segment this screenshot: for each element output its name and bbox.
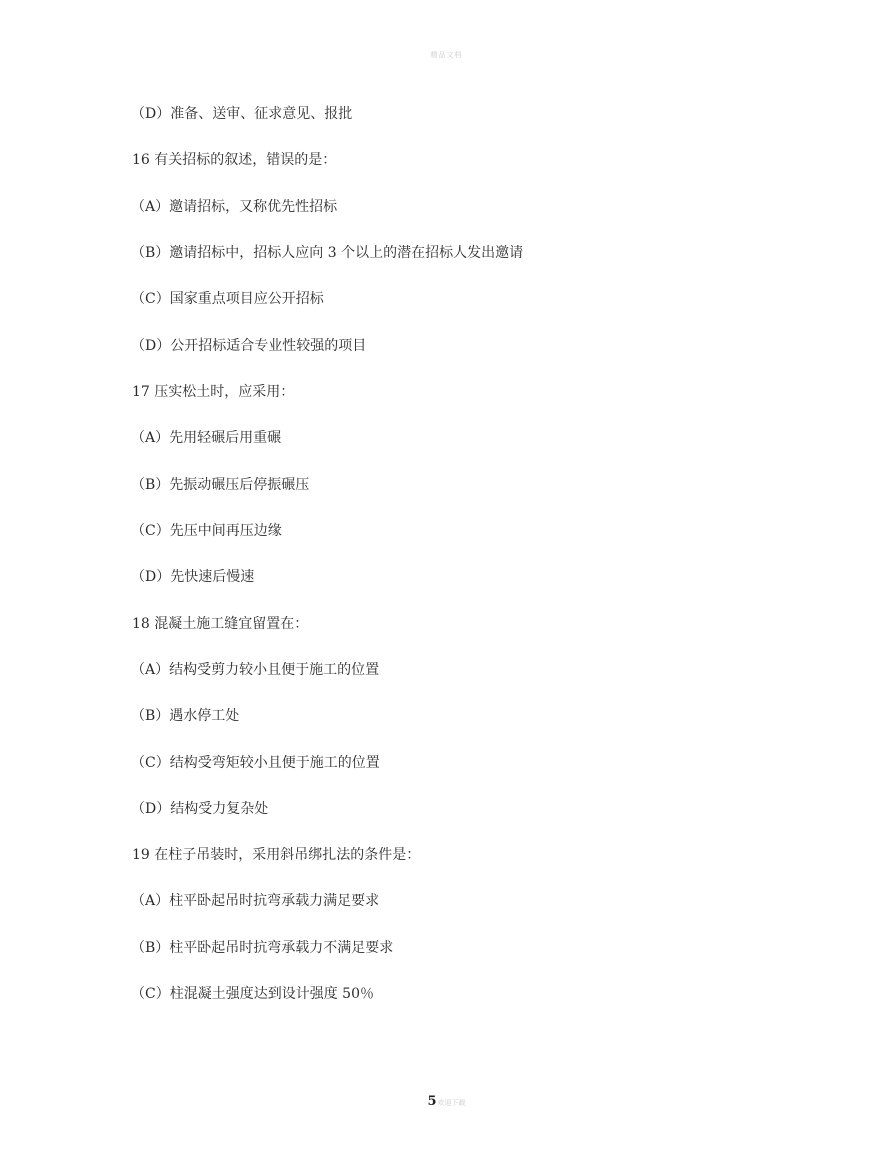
option-16-c: （C）国家重点项目应公开招标 <box>131 291 324 307</box>
question-18: 18 混凝土施工缝宜留置在： <box>132 616 309 632</box>
footer-watermark: 欢迎下载 <box>437 1099 466 1107</box>
option-18-c: （C）结构受弯矩较小且便于施工的位置 <box>131 755 380 771</box>
option-18-b: （B）遇水停工处 <box>131 708 240 724</box>
question-19: 19 在柱子吊装时，采用斜吊绑扎法的条件是： <box>132 847 421 863</box>
option-18-d: （D）结构受力复杂处 <box>131 801 269 817</box>
header-watermark: 精品文档 <box>430 51 463 59</box>
question-16: 16 有关招标的叙述，错误的是： <box>132 152 337 168</box>
page-footer <box>0 1094 893 1109</box>
option-18-a: （A）结构受剪力较小且便于施工的位置 <box>131 662 380 678</box>
option-16-d: （D）公开招标适合专业性较强的项目 <box>131 338 367 354</box>
page-number: 5 <box>427 1094 437 1109</box>
question-17: 17 压实松土时，应采用： <box>132 384 295 400</box>
option-17-d: （D）先快速后慢速 <box>131 569 255 585</box>
option-16-a: （A）邀请招标，又称优先性招标 <box>131 199 338 215</box>
option-16-b: （B）邀请招标中，招标人应向 3 个以上的潜在招标人发出邀请 <box>131 245 524 261</box>
option-19-a: （A）柱平卧起吊时抗弯承载力满足要求 <box>131 893 380 909</box>
option-17-c: （C）先压中间再压边缘 <box>131 523 282 539</box>
option-17-a: （A）先用轻碾后用重碾 <box>131 430 282 446</box>
option-19-b: （B）柱平卧起吊时抗弯承载力不满足要求 <box>131 940 394 956</box>
option-15-d: （D）准备、送审、征求意见、报批 <box>131 106 353 122</box>
option-19-c: （C）柱混凝土强度达到设计强度 50％ <box>131 986 374 1002</box>
option-17-b: （B）先振动碾压后停振碾压 <box>131 477 310 493</box>
